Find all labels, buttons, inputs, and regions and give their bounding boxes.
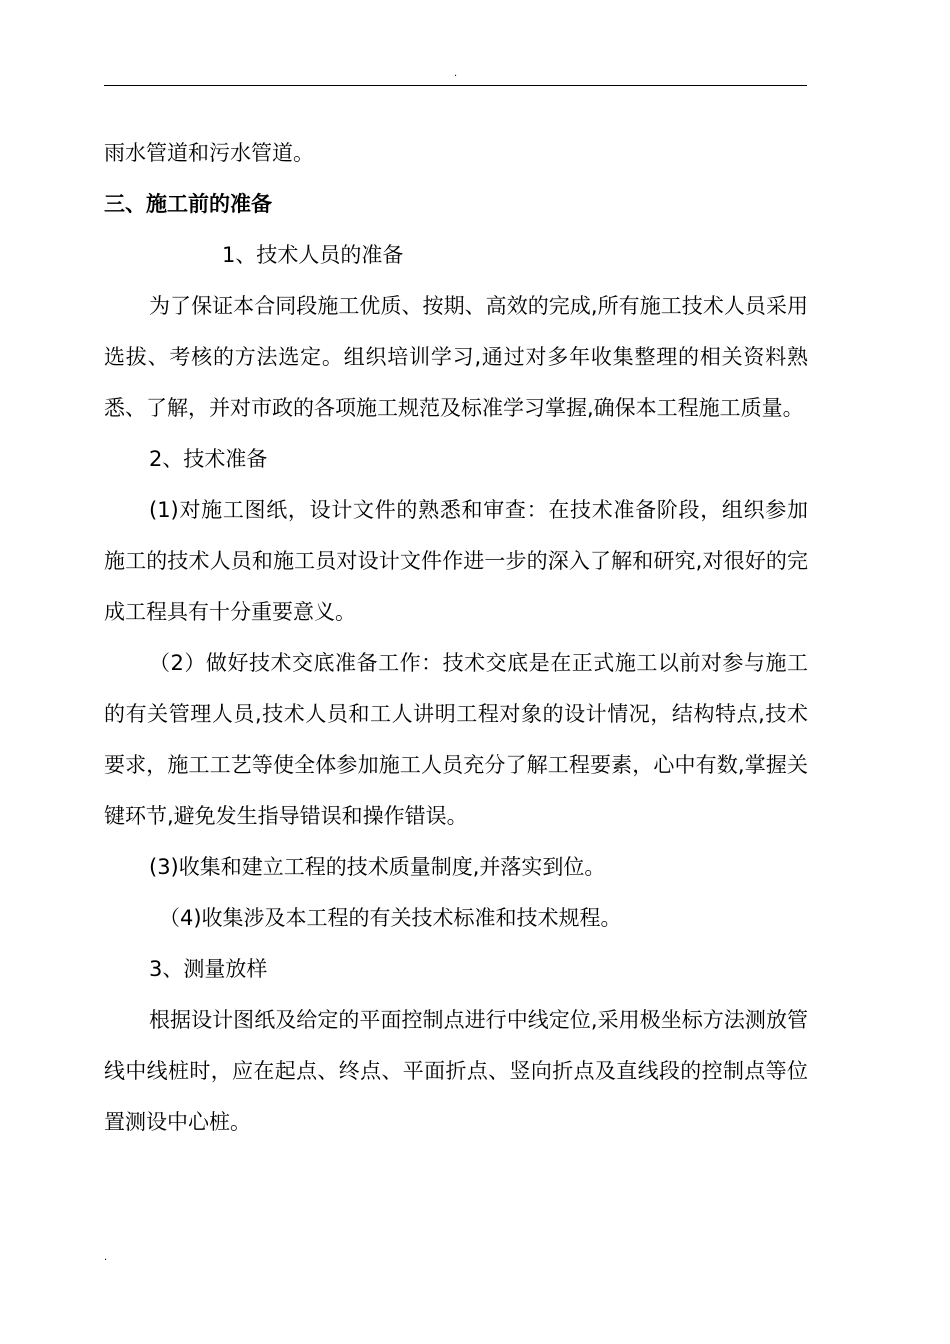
- paragraph-survey: 根据设计图纸及给定的平面控制点进行中线定位,采用极坐标方法测放管线中线桩时，应在起点、终点、平面折点、竖向折点及直线段的控制点等位置测设中心桩。: [104, 1008, 808, 1134]
- section-title: 三、施工前的准备: [104, 192, 272, 216]
- paragraph-drawing-review: (1)对施工图纸，设计文件的熟悉和审查：在技术准备阶段，组织参加施工的技术人员和施工员对设计文件作进一步的深入了解和研究,对很好的完成工程具有十分重要意义。: [104, 498, 808, 624]
- header-rule: [104, 85, 807, 86]
- footer-dot: .: [104, 1252, 108, 1263]
- paragraph-continuation: 雨水管道和污水管道。: [104, 141, 314, 165]
- paragraph-quality-system: (3)收集和建立工程的技术质量制度,并落实到位。: [149, 855, 606, 879]
- document-body: [104, 128, 808, 1148]
- paragraph-technical-briefing: （2）做好技术交底准备工作：技术交底是在正式施工以前对参与施工的有关管理人员,技术人员和工人讲明工程对象的设计情况，结构特点,技术要求，施工工艺等使全体参加施工人员充分了解工程要素，心中有数,掌握关键环节,避免发生指导错误和操作错误。: [104, 651, 808, 828]
- subheading-personnel: 1、技术人员的准备: [222, 243, 404, 267]
- paragraph-personnel: 为了保证本合同段施工优质、按期、高效的完成,所有施工技术人员采用选拔、考核的方法选定。组织培训学习,通过对多年收集整理的相关资料熟悉、了解，并对市政的各项施工规范及标准学习掌握,确保本工程施工质量。: [104, 294, 808, 420]
- header-dot: .: [454, 68, 458, 79]
- paragraph-standards: （4)收集涉及本工程的有关技术标准和技术规程。: [159, 906, 622, 930]
- subheading-survey: 3、测量放样: [149, 957, 268, 981]
- subheading-technical: 2、技术准备: [149, 447, 268, 471]
